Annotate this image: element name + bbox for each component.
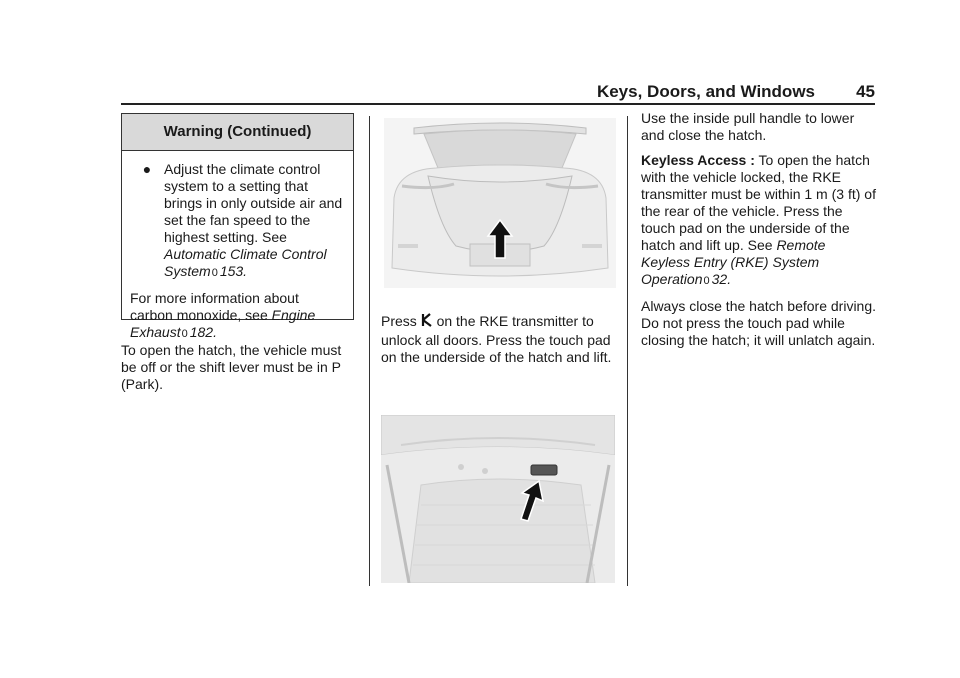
page-header xyxy=(121,82,875,104)
warning-title: Warning (Continued) xyxy=(122,114,353,151)
hatch-touchpad-illustration xyxy=(381,415,615,583)
xref-climate-control[interactable]: Automatic Climate Control System0 153. xyxy=(164,246,327,279)
page-ref-arrow-icon: 0 xyxy=(211,267,218,279)
keyless-access-label: Keyless Access : xyxy=(641,152,755,168)
press-instruction: Press on the RKE transmitter to unlock all doors. Press the touch pad on the underside of the hatch and lift. xyxy=(381,313,612,365)
close-before-driving-paragraph: Always close the hatch before driving. Do not press the touch pad while closing the hatch; it will unlatch again. xyxy=(641,298,877,348)
bullet-text: Adjust the climate control system to a setting that brings in only outside air and set the fan speed to the highest setting. See xyxy=(164,161,343,245)
page-ref-arrow-icon: 0 xyxy=(181,328,188,340)
xref-rke-system[interactable]: Remote Keyless Entry (RKE) System Operation0 32. xyxy=(641,237,826,287)
column-divider-2 xyxy=(627,116,628,586)
column-divider-1 xyxy=(369,116,370,586)
middle-column xyxy=(381,312,617,374)
hatch-open-condition: To open the hatch, the vehicle must be off or the shift lever must be in P (Park). xyxy=(121,342,342,392)
section-title: Keys, Doors, and Windows xyxy=(596,82,815,101)
page-ref-arrow-icon: 0 xyxy=(703,275,710,287)
header-rule xyxy=(121,103,875,105)
left-column xyxy=(121,342,357,401)
bullet-icon: ● xyxy=(142,161,152,177)
xref-engine-exhaust[interactable]: Engine Exhaust0 182. xyxy=(130,307,316,340)
close-hatch-paragraph: Use the inside pull handle to lower and close the hatch. xyxy=(641,110,855,143)
keyless-access-paragraph: Keyless Access : To open the hatch with the vehicle locked, the RKE transmitter must be within 1 m (3 ft) of the rear of the vehicle. Press the touch pad on the underside of the hatch and lift up. See Remote Keyless Entry (RKE) System Operation0 32. xyxy=(641,152,876,287)
warning-bullet xyxy=(130,161,345,282)
warning-box xyxy=(121,113,354,340)
right-column xyxy=(641,110,877,357)
page-number: 45 xyxy=(856,82,875,101)
more-info-paragraph: For more information about carbon monoxide, see Engine Exhaust0 182. xyxy=(130,290,316,340)
vehicle-rear-illustration xyxy=(384,118,616,288)
unlock-key-icon xyxy=(421,312,433,332)
